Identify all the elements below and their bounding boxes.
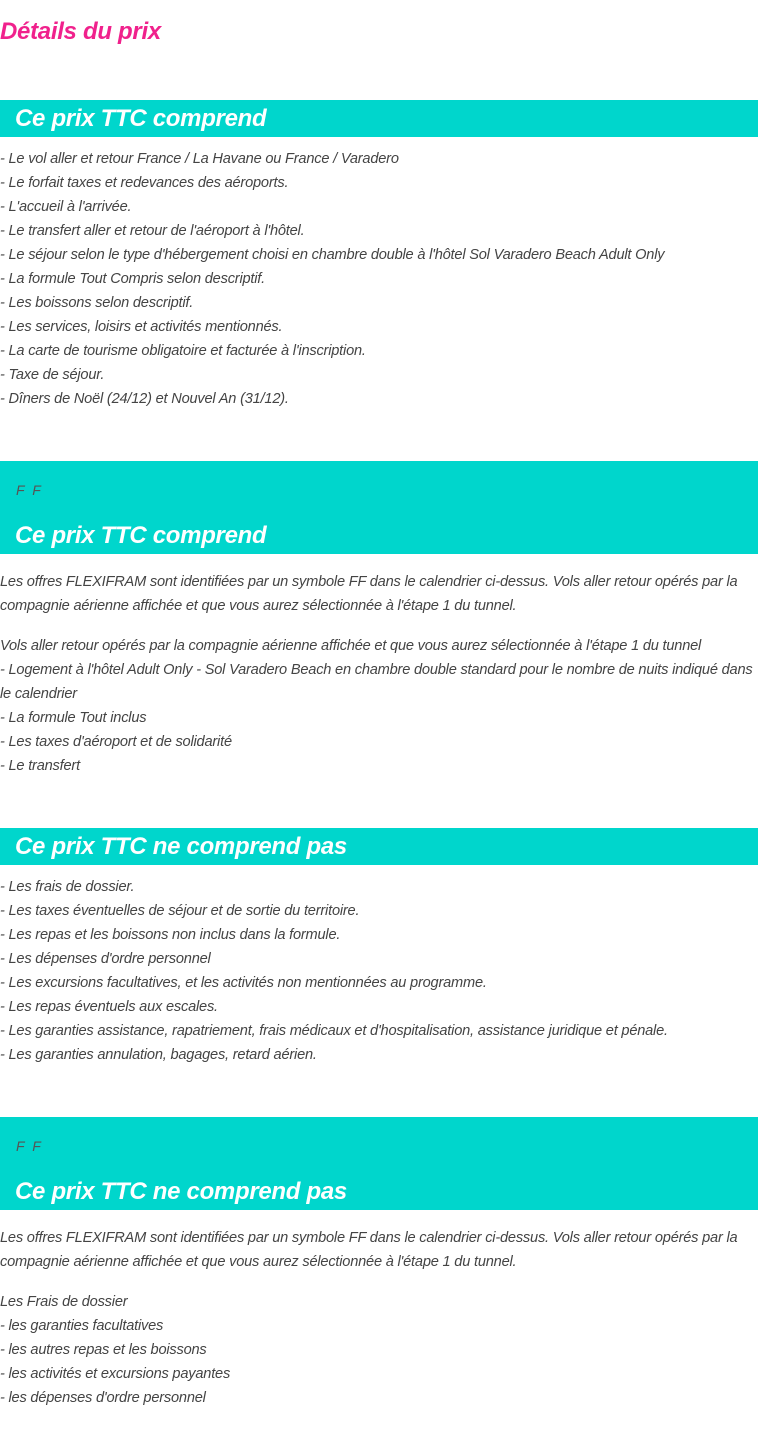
list-item: - Les frais de dossier. xyxy=(0,879,135,895)
list-item: - Le transfert xyxy=(0,758,80,774)
list-item: - Les dépenses d'ordre personnel xyxy=(0,951,211,967)
section-header-flexifram-excludes xyxy=(0,1117,758,1210)
excludes-list xyxy=(0,875,758,1067)
list-item: - les autres repas et les boissons xyxy=(0,1342,207,1358)
list-item: - Taxe de séjour. xyxy=(0,367,105,383)
list-item: - Le forfait taxes et redevances des aéroports. xyxy=(0,175,289,191)
flexifram-intro: Les offres FLEXIFRAM sont identifiées par un symbole FF dans le calendrier ci-dessus. Vols aller retour opérés par la compagnie aérienne affichée et que vous aurez sélectionnée à l'étape 1 du tunnel. xyxy=(0,574,738,614)
list-item: - Les taxes éventuelles de séjour et de sortie du territoire. xyxy=(0,903,360,919)
list-item: - Les repas et les boissons non inclus dans la formule. xyxy=(0,927,341,943)
list-item: - les activités et excursions payantes xyxy=(0,1366,231,1382)
list-item: Vols aller retour opérés par la compagnie aérienne affichée et que vous aurez sélectionnée à l'étape 1 du tunnel xyxy=(0,638,702,654)
list-item: - Les garanties assistance, rapatriement, frais médicaux et d'hospitalisation, assistance juridique et pénale. xyxy=(0,1023,668,1039)
list-item: - La formule Tout inclus xyxy=(0,710,147,726)
ff-label: F F xyxy=(16,482,43,498)
list-item: - Le transfert aller et retour de l'aéroport à l'hôtel. xyxy=(0,223,305,239)
section-title: Ce prix TTC comprend xyxy=(15,522,267,549)
list-item: - L'accueil à l'arrivée. xyxy=(0,199,132,215)
list-item: - Les repas éventuels aux escales. xyxy=(0,999,218,1015)
includes-list xyxy=(0,147,758,411)
list-item: - Le vol aller et retour France / La Havane ou France / Varadero xyxy=(0,151,399,167)
list-item: - les dépenses d'ordre personnel xyxy=(0,1390,206,1406)
section-header-flexifram-includes xyxy=(0,461,758,554)
section-title: Ce prix TTC ne comprend pas xyxy=(15,1178,347,1205)
flexifram-excludes-body xyxy=(0,1226,758,1410)
list-item: - Les excursions facultatives, et les activités non mentionnées au programme. xyxy=(0,975,487,991)
list-item: - Les garanties annulation, bagages, retard aérien. xyxy=(0,1047,317,1063)
list-item: Les Frais de dossier xyxy=(0,1294,128,1310)
section-title: Ce prix TTC comprend xyxy=(15,105,267,132)
list-item: - Les services, loisirs et activités mentionnés. xyxy=(0,319,283,335)
ff-label: F F xyxy=(16,1138,43,1154)
list-item: - La formule Tout Compris selon descriptif. xyxy=(0,271,266,287)
list-item: - les garanties facultatives xyxy=(0,1318,164,1334)
list-item: - Logement à l'hôtel Adult Only - Sol Varadero Beach en chambre double standard pour le nombre de nuits indiqué dans le calendrier xyxy=(0,662,753,702)
section-header-includes xyxy=(0,100,758,137)
list-item: - Les taxes d'aéroport et de solidarité xyxy=(0,734,232,750)
flexifram-intro: Les offres FLEXIFRAM sont identifiées par un symbole FF dans le calendrier ci-dessus. Vols aller retour opérés par la compagnie aérienne affichée et que vous aurez sélectionnée à l'étape 1 du tunnel. xyxy=(0,1230,738,1270)
list-item: - Les boissons selon descriptif. xyxy=(0,295,194,311)
list-item: - Dîners de Noël (24/12) et Nouvel An (31/12). xyxy=(0,391,289,407)
page-title: Détails du prix xyxy=(0,18,161,45)
flexifram-includes-body xyxy=(0,570,758,778)
list-item: - La carte de tourisme obligatoire et facturée à l'inscription. xyxy=(0,343,366,359)
section-title: Ce prix TTC ne comprend pas xyxy=(15,833,347,860)
section-header-excludes xyxy=(0,828,758,865)
list-item: - Le séjour selon le type d'hébergement choisi en chambre double à l'hôtel Sol Varadero Beach Adult Only xyxy=(0,247,665,263)
